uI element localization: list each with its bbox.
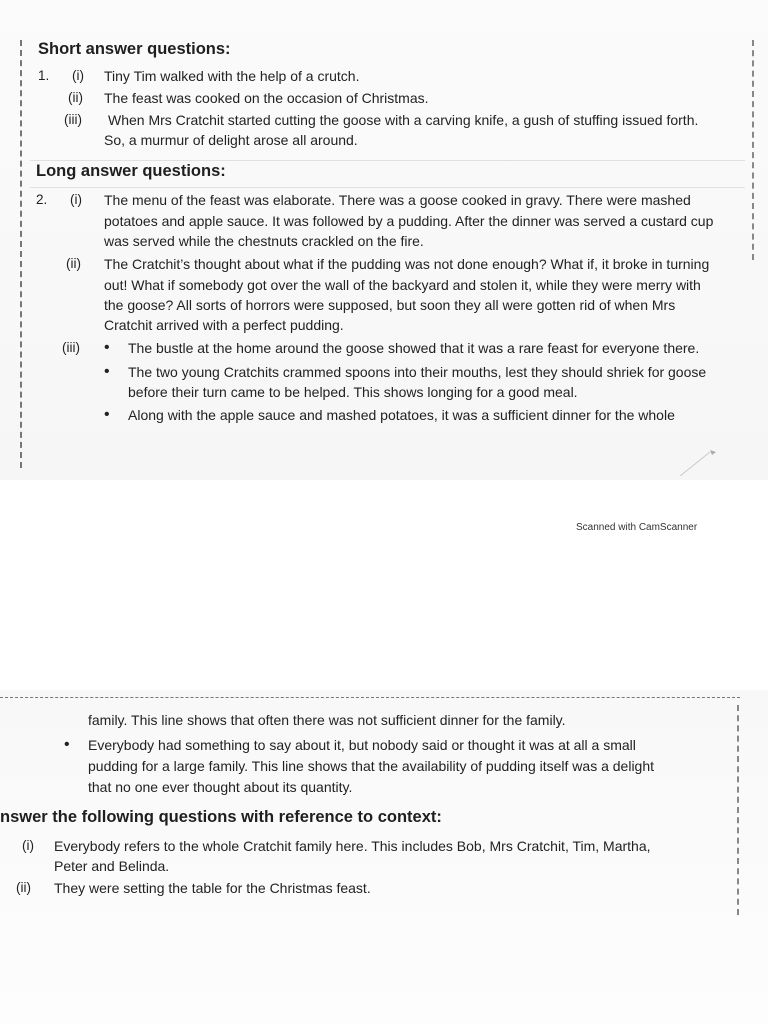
bullet-line: before their turn came to be helped. This shows longing for a good meal. bbox=[128, 384, 578, 400]
answer-line: The Cratchit’s thought about what if the pudding was not done enough? What if, it broke in turning bbox=[104, 256, 710, 272]
item-number: (i) bbox=[72, 68, 84, 83]
answer-line: Everybody refers to the whole Cratchit family here. This includes Bob, Mrs Cratchit, Tim, Martha, bbox=[54, 838, 651, 854]
bullet-line: pudding for a large family. This line shows that the availability of pudding itself was a delight bbox=[88, 758, 655, 774]
answer-line: potatoes and apple sauce. It was followed by a pudding. After the dinner was served a custard cup bbox=[104, 213, 714, 229]
continued-line: family. This line shows that often there was not sufficient dinner for the family. bbox=[88, 712, 566, 728]
answer-line: was served while the chestnuts crackled on the fire. bbox=[104, 233, 424, 249]
item-number: (iii) bbox=[64, 112, 82, 127]
question-number: 1. bbox=[38, 68, 50, 83]
answer-line: Tiny Tim walked with the help of a crutch. bbox=[104, 68, 360, 84]
bullet-line: The two young Cratchits crammed spoons into their mouths, lest they should shriek for goose bbox=[128, 364, 707, 380]
short-answer-heading: Short answer questions: bbox=[38, 40, 231, 58]
section-divider bbox=[30, 187, 745, 188]
answer-line: out! What if somebody got over the wall of the backyard and stolen it, while they were merry with bbox=[104, 277, 701, 293]
item-number: (ii) bbox=[16, 880, 31, 895]
bullet-dot: • bbox=[104, 339, 110, 356]
bullet-line: that no one ever thought about its quantity. bbox=[88, 779, 353, 795]
item-number: (i) bbox=[22, 838, 34, 853]
bullet-line: Along with the apple sauce and mashed potatoes, it was a sufficient dinner for the whole bbox=[128, 407, 675, 423]
answer-line: When Mrs Cratchit started cutting the goose with a carving knife, a gush of stuffing issued forth. bbox=[108, 112, 699, 128]
answer-line: Peter and Belinda. bbox=[54, 858, 170, 874]
camscanner-watermark: Scanned with CamScanner bbox=[576, 522, 698, 533]
bullet-line: Everybody had something to say about it, but nobody said or thought it was at all a small bbox=[88, 737, 636, 753]
item-number: (ii) bbox=[66, 256, 81, 271]
question-number: 2. bbox=[36, 192, 48, 207]
item-number: (iii) bbox=[62, 340, 80, 355]
dashed-border-right bbox=[737, 705, 739, 915]
context-heading: nswer the following questions with reference to context: bbox=[0, 808, 442, 826]
dashed-border-right bbox=[752, 40, 754, 260]
bullet-dot: • bbox=[104, 406, 110, 423]
bullet-dot: • bbox=[64, 736, 70, 753]
item-number: (i) bbox=[70, 192, 82, 207]
dashed-border-top bbox=[0, 697, 740, 698]
bullet-dot: • bbox=[104, 363, 110, 380]
item-number: (ii) bbox=[68, 90, 83, 105]
section-divider bbox=[30, 160, 745, 161]
answer-line: They were setting the table for the Christmas feast. bbox=[54, 880, 371, 896]
bullet-line: The bustle at the home around the goose showed that it was a rare feast for everyone there. bbox=[128, 340, 700, 356]
answer-line: The menu of the feast was elaborate. There was a goose cooked in gravy. There were mashed bbox=[104, 192, 691, 208]
long-answer-heading: Long answer questions: bbox=[36, 162, 226, 180]
answer-line: Cratchit arrived with a perfect pudding. bbox=[104, 317, 344, 333]
dashed-border-left bbox=[20, 40, 22, 468]
page-corner-mark bbox=[680, 446, 720, 476]
answer-line: The feast was cooked on the occasion of Christmas. bbox=[104, 90, 429, 106]
answer-line: the goose? All sorts of horrors were supposed, but soon they all were gotten rid of when Mrs bbox=[104, 297, 676, 313]
answer-line: So, a murmur of delight arose all around. bbox=[104, 132, 358, 148]
